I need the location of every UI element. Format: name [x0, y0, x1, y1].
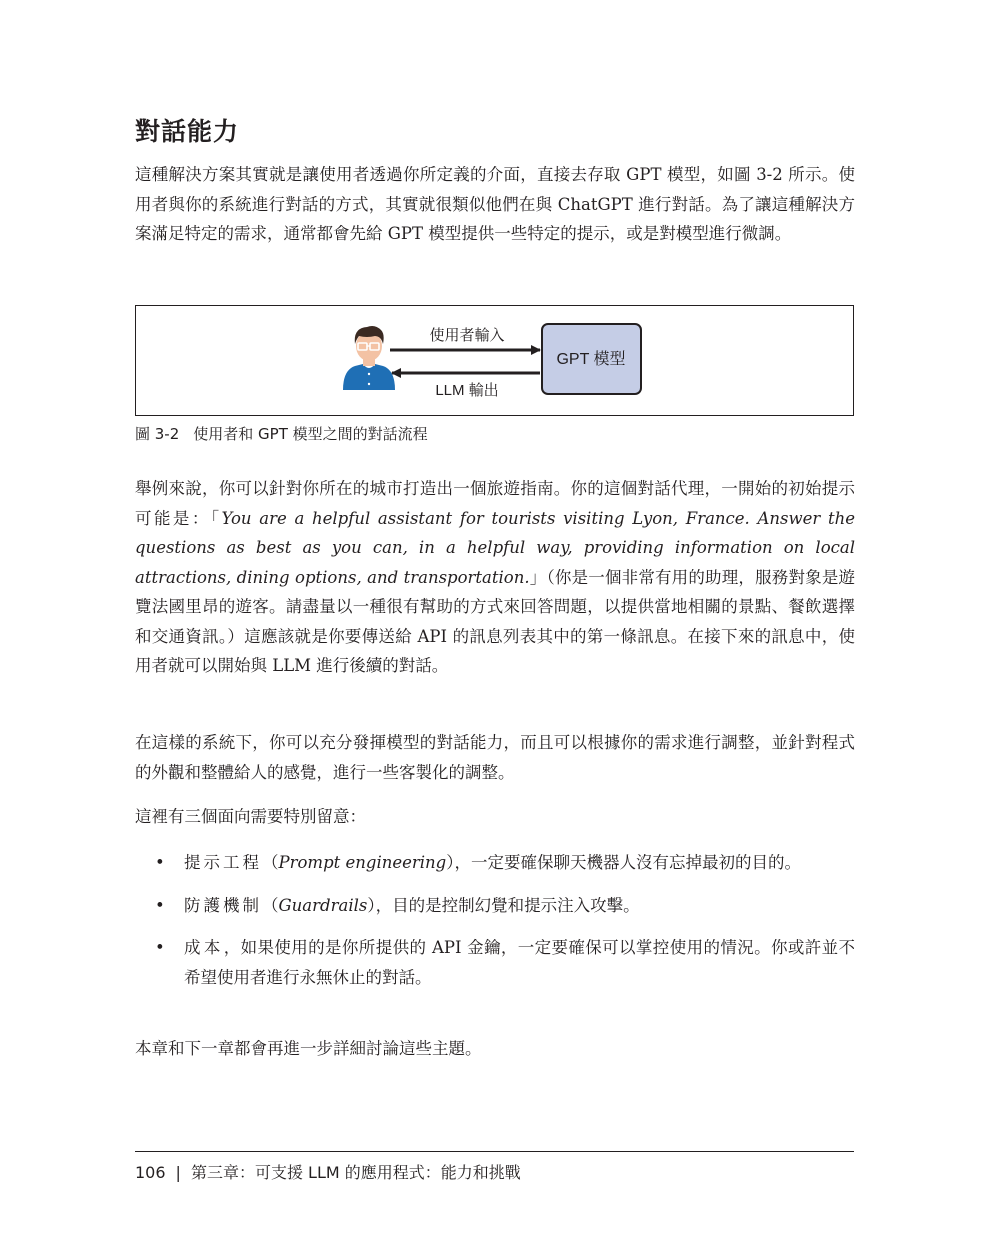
example-explanation: 」（你是一個非常有用的助理，服務對象是遊覽法國里昂的遊客。請盡量以一種很有幫助的方式來回答問題，以提供當地相關的景點、餐飲選擇和交通資訊。）這應該就是你要傳送給 API 的訊息列表其中的第一條訊息。在接下來的訊息中，使用者就可以開始與 LLM 進行後續的對話。	[135, 567, 856, 675]
paren-close: ）	[367, 895, 376, 915]
chapter-title: 第三章：可支援 LLM 的應用程式：能力和挑戰	[190, 1163, 521, 1182]
bullet-icon: •	[155, 895, 165, 915]
figure-caption	[135, 423, 428, 444]
bullet-term: 防護機制	[184, 895, 262, 915]
bullet-text: ，如果使用的是你所提供的 API 金鑰，一定要確保可以掌控使用的情況。你或許並不希望使用者進行永無休止的對話。	[184, 938, 855, 987]
conversation-flow-diagram	[136, 306, 853, 415]
footer-divider	[135, 1151, 854, 1152]
paren-open: （	[262, 895, 279, 915]
example-paragraph	[135, 474, 855, 681]
bullet-term: 成本	[184, 938, 224, 957]
llm-output-label: LLM 輸出	[435, 382, 499, 399]
aspects-list	[135, 848, 855, 1005]
example-prompt-quote: You are a helpful assistant for tourists visiting Lyon, France. Answer the questions as best as you can, in a helpful way, providing information on local attractions, dining options, and transportation.	[135, 508, 856, 587]
bullet-english-term: Guardrails	[278, 895, 368, 915]
paren-open: （	[262, 853, 279, 872]
bullet-term: 提示工程	[184, 853, 262, 872]
bullet-english-term: Prompt engineering	[278, 853, 447, 872]
page-footer	[135, 1160, 521, 1183]
bullet-text: ，目的是控制幻覺和提示注入攻擊。	[375, 895, 640, 915]
list-item	[135, 933, 855, 992]
bullet-icon: •	[155, 938, 165, 957]
list-item	[135, 848, 855, 878]
list-item	[135, 891, 855, 921]
section-heading: 對話能力	[135, 117, 240, 146]
figure-3-2	[135, 305, 854, 416]
figure-caption-text: 使用者和 GPT 模型之間的對話流程	[193, 425, 428, 443]
intro-paragraph: 這種解決方案其實就是讓使用者透過你所定義的介面，直接去存取 GPT 模型，如圖 3-2 所示。使用者與你的系統進行對話的方式，其實就很類似他們在與 ChatGPT 進行對話。為了讓這種解決方案滿足特定的需求，通常都會先給 GPT 模型提供一些特定的提示，或是對模型進行微調。	[135, 165, 855, 243]
gpt-model-label: GPT 模型	[556, 351, 626, 368]
bullet-icon: •	[155, 853, 165, 872]
page-number: 106	[135, 1163, 166, 1182]
user-input-label: 使用者輸入	[429, 327, 505, 344]
paren-close: ）	[446, 853, 455, 872]
example-intro: 舉例來說，你可以針對你所在的城市打造出一個旅遊指南。你的這個對話代理，一開始的初始提示可能是：「	[135, 479, 855, 528]
closing-paragraph: 本章和下一章都會再進一步詳細討論這些主題。	[135, 1039, 482, 1058]
figure-number: 圖 3-2	[135, 425, 180, 443]
footer-separator: |	[175, 1163, 181, 1182]
aspects-intro: 這裡有三個面向需要特別留意：	[135, 807, 366, 826]
customization-paragraph: 在這樣的系統下，你可以充分發揮模型的對話能力，而且可以根據你的需求進行調整，並針對程式的外觀和整體給人的感覺，進行一些客製化的調整。	[135, 733, 855, 782]
bullet-text: ，一定要確保聊天機器人沒有忘掉最初的目的。	[454, 853, 801, 872]
user-icon	[343, 326, 395, 390]
